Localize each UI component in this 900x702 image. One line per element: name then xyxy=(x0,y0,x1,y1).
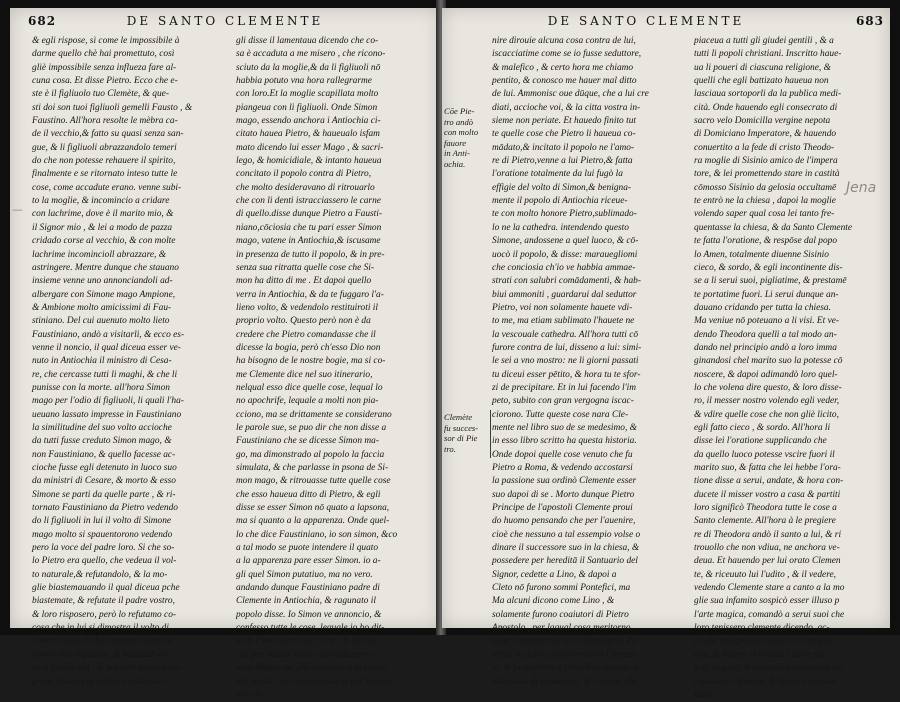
text-line: astringere. Mentre dunque che stauano xyxy=(32,262,179,273)
text-line: mago, vatene in Antiochia,& iscusame xyxy=(236,236,381,247)
text-line: mago, essendo anchora i Antiochia ci- xyxy=(236,116,381,127)
text-line: gue, & li figliuoli abrazzandolo temeri xyxy=(32,142,177,153)
text-line: del mondo, per laqual cosa se per l'auue- xyxy=(236,676,392,687)
text-line: mon ha ditto di me . Et dapoi quello xyxy=(236,276,372,287)
text-line: cioche egli posisia andar a la moglie xyxy=(694,636,834,647)
text-line: proprio volto. Questo però non è da xyxy=(236,316,371,327)
text-line: cciono, ma se drittamente se considerano xyxy=(236,409,392,420)
text-line: lo che volena dire questo, & loro disse- xyxy=(694,382,842,393)
text-line: dicesse la bogia, però ch'esso Dio non xyxy=(236,342,381,353)
margin-note-line: sor di Pie xyxy=(444,433,478,443)
text-line: cieco, & sordo, & egli incontinente dis- xyxy=(694,262,843,273)
text-line: pero la voce del padre loro. Si che so- xyxy=(32,543,175,554)
text-line: te, & riceuuto lui l'udito , & il vedere, xyxy=(694,569,836,580)
text-line: verra in Antiochia, & da te fuggaro l'a- xyxy=(236,289,384,300)
text-line: noscere, & dapoi adimandò loro quel- xyxy=(694,369,838,380)
text-line: peto, subito con gran vergogna iscac- xyxy=(492,396,634,407)
text-line: lo Pietro era quello, che vedeua il vol- xyxy=(32,556,177,567)
text-line: quentasse la chiesa, & da Santo Clemente xyxy=(694,222,853,233)
text-line: tione disse a serui, andate, & hora con- xyxy=(694,476,844,487)
text-line: gli disse il lamentaua dicendo che co- xyxy=(236,36,379,46)
text-line: mente nel libro suo de se medesimo, & xyxy=(492,422,637,433)
text-line: to la faccia sua , & per arte magica im- xyxy=(32,663,181,674)
text-line: ginandosi chel marito suo la potesse cō xyxy=(694,356,843,367)
text-line: lieno volto, & vedendolo restituiroti il xyxy=(236,302,378,313)
text-line: nire dirouie alcuna cosa contra de lui, xyxy=(492,36,636,46)
text-line: Santo clemente. All'hora à le pregiere xyxy=(694,516,836,527)
text-line: tu diceui esser pētito, & hora tu te sfor- xyxy=(492,369,641,380)
text-line: Faustiniano, andò a visitarli, & ecco es- xyxy=(32,329,185,340)
text-line: citato hauea Pietro, & haueualo isfam xyxy=(236,129,380,140)
margin-note-line: tro. xyxy=(444,443,456,454)
text-line: iscacciatime come se io fusse seduttore, xyxy=(492,49,642,60)
right-page xyxy=(442,8,890,700)
text-line: te quelle cose che Pietro li haueua co- xyxy=(492,129,636,140)
text-line: punisse con la morte. all'hora Simon xyxy=(32,382,170,393)
text-line: ciorono. Tutte queste cose nara Cle- xyxy=(492,409,629,420)
text-line: tefici, & dapoi questi elessero Clemen- xyxy=(492,649,638,660)
text-line: pressi haueua in quello il volto suo. xyxy=(32,676,166,687)
text-line: da ministri di Cesare, & morto & esso xyxy=(32,476,176,487)
right-page-column-1 xyxy=(492,35,688,689)
text-line: lo che dice Faustiniano, io son simon, &co xyxy=(236,529,398,540)
text-line: to di Pietro non esser vere , & dicoui xyxy=(236,636,375,647)
text-line: nasse, xyxy=(694,689,718,700)
text-line: go, ma dimonstrado al popolo la faccia xyxy=(236,449,385,460)
text-line: sieme non periate. Et hauedo finito tut xyxy=(492,116,636,127)
text-line: concitato il popolo contra di Pietro, xyxy=(236,169,372,180)
text-line: ra moglie di Sisinio amico de l'impera xyxy=(694,156,838,167)
text-line: to naturale,& refutandolo, & la mo- xyxy=(32,569,168,580)
text-line: nelqual esso dice quelle cose, lequal lo xyxy=(236,382,383,393)
text-line: lo ne la cathedra. intendendo questo xyxy=(492,222,629,233)
text-line: de il vecchio,& fatto su quasi senza san- xyxy=(32,129,184,140)
text-line: venne il noncio, il qual diceua esser ve- xyxy=(32,342,181,353)
text-line: in presenza de tutto il popolo, & in pre- xyxy=(236,249,385,260)
margin-note-line: ochia. xyxy=(444,158,466,169)
text-line: dando nel principio andò a loro imma xyxy=(694,342,837,353)
margin-note-line: fauore xyxy=(444,137,467,148)
text-line: Cleto nō furono sommi Pontefici, ma xyxy=(492,583,631,594)
text-line: do huomo pensando che per l'auenire, xyxy=(492,516,636,527)
text-line: ducete il misser vostro a casa & partiti xyxy=(694,489,841,500)
text-line: niano,cōciosia che tu pari esser Simon xyxy=(236,222,382,233)
text-line: cioè che nessuno a tal essempio volse o xyxy=(492,529,641,540)
text-line: l'oratione totalmente da lui fugò la xyxy=(492,169,623,180)
text-line: tornato Faustiniano da Pietro vedendo xyxy=(32,503,178,514)
text-line: la passione sua ordinò Clemente esser xyxy=(492,476,637,487)
text-line: re di Pietro,venne a lui Pietro,& fatta xyxy=(492,156,633,167)
text-line: & malefico , & certo hora me chiamo xyxy=(492,62,634,73)
text-line: tutti li popoli christiani. Inscritto haue- xyxy=(694,49,842,60)
pencil-mark-left: — xyxy=(12,203,23,216)
text-line: che per nessun modo egli seduttore o- xyxy=(236,649,379,660)
text-line: Ma alcuni dicono come Lino , & xyxy=(492,596,615,607)
text-line: Clemente in Antiochia, & ragunato il xyxy=(236,596,376,607)
text-line: darme quello chè hai promettuto, così xyxy=(32,49,175,60)
text-line: da quello luoco potesse vscire fuori il xyxy=(694,449,835,460)
text-line: de lui. Ammonisc oue dūque, che a lui cre xyxy=(492,89,649,100)
margin-note-line: Clemète xyxy=(444,412,473,422)
text-line: ligassino Clemente & ligato il strassi- xyxy=(694,676,837,687)
text-line: che molto desideravano di ritrouarlo xyxy=(236,182,375,193)
margin-note-line: in Anti- xyxy=(444,148,470,158)
text-line: dauano cridando per tutta la chiesa. xyxy=(694,302,831,313)
text-line: mago molto si spauentorono vedendo xyxy=(32,529,173,540)
text-line: in esso libro scritto ha questa historia. xyxy=(492,436,637,447)
text-line: stiniano. Del cui auenuto molto lieto xyxy=(32,316,170,327)
left-running-head: DE SANTO CLEMENTE xyxy=(126,14,324,28)
text-line: a la apparenza pare esser Simon. io a- xyxy=(236,556,381,567)
text-line: Simon mago, il che composto haueua xyxy=(32,636,173,647)
right-page-number: 683 xyxy=(855,14,884,28)
text-line: ma si quanto a la apparenza. Onde quel- xyxy=(236,516,390,527)
text-line: Pietro a Roma, & vedendo accostarsi xyxy=(492,463,633,473)
text-line: le parole sue, se puo dir che non disse a xyxy=(236,422,387,433)
text-line: Apostolo , per laqual cosa meritorno xyxy=(492,623,631,634)
text-line: egli fatto cieco , & sordo. All'hora li xyxy=(694,422,831,433)
text-line: cioche fusse egli detenuto in luoco suo xyxy=(32,463,177,473)
text-line: il Signor mio , & lei a modo de pazza xyxy=(32,222,173,233)
text-line: da tutti fusse creduto Simon mago, & xyxy=(32,436,172,447)
text-line: cose, come accadute erano. venne subi- xyxy=(32,182,182,193)
text-line: sa è accaduta a me misero , che ricono- xyxy=(236,49,386,60)
text-line: di quello.disse dunque Pietro a Fausti- xyxy=(236,209,382,220)
text-line: gli quel Simon putatiuo, ma no vero. xyxy=(236,569,373,580)
text-line: uero Mago, ma gliè mandato a la salute xyxy=(236,663,387,674)
text-line: lego, & homicidiale, & intanto haueua xyxy=(236,156,382,167)
text-line: nuto in Antiochia il ministro di Cesa- xyxy=(32,356,172,367)
text-line: tore, & lei promettendo stare in castità xyxy=(694,169,840,180)
text-line: deua. Et hauendo per lui orato Clemen xyxy=(694,556,841,567)
text-line: con lachrime, dove è il marito mio, & xyxy=(32,209,174,220)
right-page-header xyxy=(442,14,890,30)
text-line: no apochrife, lequale a molti non pia- xyxy=(236,396,379,407)
text-line: albergare con Simone mago Ampione, xyxy=(32,289,176,300)
text-line: andando dunque Faustiniano padre di xyxy=(236,583,380,594)
text-line: possedere per hereditā il Santuario del xyxy=(492,556,638,567)
text-line: gliè impossibile senza influeza fare al- xyxy=(32,62,177,73)
text-line: Signor, cedette a Lino, & dapoi a xyxy=(492,569,617,580)
margin-note-clemente-successor xyxy=(444,412,488,454)
margin-note-line: Cōe Pie- xyxy=(444,106,475,116)
text-line: le sei a vno mostro: ne li giorni passati xyxy=(492,356,639,367)
text-line: glie biastemauando il qual diceua pche xyxy=(32,583,180,594)
text-line: te con molto honore Pietro,sublimado- xyxy=(492,209,637,220)
text-line: l'arte magica, comandò a serui suoi che xyxy=(694,609,845,620)
text-line: loro significò Theodora tutte le cose a xyxy=(694,503,837,514)
text-line: senza sua ritratta quelle cose che Si- xyxy=(236,262,374,273)
text-line: suo dapoi di se . Morto dunque Pietro xyxy=(492,489,635,500)
text-line: Simone se parti da quelle parte , & ri- xyxy=(32,489,176,500)
text-line: sti doi son tuoi figliuoli gemelli Fausto , & xyxy=(32,102,193,113)
text-line: & Ambione molto amicissimi di Fau- xyxy=(32,302,172,313)
text-line: ua li poueri di ciascuna religione, & xyxy=(694,62,831,73)
text-line: Principe de l'apostoli Clemente proui xyxy=(492,503,633,514)
text-line: a tal modo se puote intendere il quato xyxy=(236,543,379,554)
text-line: cridado corse al vecchio, & con molte xyxy=(32,236,176,247)
text-line: lasciaua sortoporli da la publica medi- xyxy=(694,89,842,100)
text-line: cosa che in lui si dimostra il volto di xyxy=(32,623,169,634)
text-line: do che non potesse rehauere il spirito, xyxy=(32,156,176,167)
pencil-mark-right: Jena xyxy=(846,180,877,196)
text-line: Ma veniue nō poteuano a li visi. Et ve- xyxy=(694,316,840,327)
text-line: volendo saper qual cosa lei tanto fre- xyxy=(694,209,835,220)
text-line: arte magica, & comādò a serui suoi che xyxy=(694,663,845,674)
text-line: ha bisogno de le nostre bogie, ma si co- xyxy=(236,356,386,367)
left-page-number: 682 xyxy=(28,14,57,28)
text-line: biui ammoniti , guardarui dal seduttor xyxy=(492,289,637,300)
text-line: & vdire quelle cose che non gliè licito, xyxy=(694,409,839,420)
text-line: te, & fu costretto a presidere. intanto si xyxy=(492,663,640,674)
text-line: effigie del volto di Simon,& benigna- xyxy=(492,182,632,193)
left-page-header xyxy=(10,14,440,30)
text-line: con loro.Et la moglie scapillata molto xyxy=(236,89,379,100)
text-line: che conciosia ch'io ve habbia ammae- xyxy=(492,262,636,273)
text-line: esser connumerati nel cathalogo di Pō xyxy=(492,636,638,647)
text-line: se a li serui suoi, pigliatime, & prestamē xyxy=(694,276,847,287)
text-line: mia, & mentre il vedeua l'udire per xyxy=(694,649,826,660)
text-line: che con li denti istracciassero le carne xyxy=(236,196,381,207)
text-line: to la moglie, & incomincio a cridare xyxy=(32,196,170,207)
text-line: te portatime fuori. Li serui dunque an- xyxy=(694,289,839,300)
text-line: re di Theodora andò il santo a lui, & ri xyxy=(694,529,842,540)
text-line: diati, accioche voi, & la citta vostra in- xyxy=(492,102,641,113)
text-line: la vescouale cathedra. All'hora tutti cō xyxy=(492,329,639,340)
text-line: finalmente e se ritornato inteso tutte le xyxy=(32,169,178,180)
text-line: & egli rispose, sì come le impossibile à xyxy=(32,36,180,46)
text-line: insieme venne uno annonciandoli ad- xyxy=(32,276,173,287)
margin-note-antiochia xyxy=(444,106,488,169)
text-line: popolo disse. Io Simon ve annoncio, & xyxy=(236,609,382,620)
text-line: glie sua infamito sospicò esser illuso p xyxy=(694,596,840,607)
text-line: Simon vno onguento, & haueuali on- xyxy=(32,649,171,660)
text-line: Faustino. All'hora resolte le mèbra ca- xyxy=(32,116,178,127)
text-line: habbia potuto vna hora rallegrarme xyxy=(236,76,372,87)
text-line: solamente furono coaiutori di Pietro xyxy=(492,609,629,620)
text-line: disse lei l'oratione supplicando che xyxy=(694,436,827,447)
text-line: disse se esser Simon nō quato a lapsona, xyxy=(236,503,390,514)
text-line: zi de precipitare. Et in lui facendo l'im xyxy=(492,382,636,393)
text-line: ro, il messer nostro volendo egli veder, xyxy=(694,396,840,407)
text-line: credere che Pietro comandasse che il xyxy=(236,329,376,340)
margin-bracket xyxy=(490,410,491,458)
text-line: re, che cercasse tutti li maghi, & che li xyxy=(32,369,178,380)
text-line: & loro risposero, però lo refutamo co- xyxy=(32,609,177,620)
text-line: dendo Theodora quelli a tal modo an- xyxy=(694,329,837,340)
text-line: strati con salubri comādamenti, & hab- xyxy=(492,276,641,287)
text-line: sacro velo Domicilla vergine nepota xyxy=(694,116,831,127)
text-line: pentito, & conosco me hauer mal ditto xyxy=(492,76,637,87)
text-line: ste è il figliuolo tuo Clemète, & que- xyxy=(32,89,169,100)
left-page-column-2 xyxy=(236,35,436,702)
text-line: nire di- xyxy=(236,689,264,700)
text-line: uocò il popolo, & disse: marauegliomi xyxy=(492,249,638,260)
text-line: mago per l'odio di figliuoli, li quali l'ha- xyxy=(32,396,184,407)
text-line: mon mago, & ritrouasse tutte quelle cose xyxy=(236,476,391,487)
margin-note-line: tro andò xyxy=(444,116,474,127)
left-page-column-1 xyxy=(32,35,228,689)
text-line: sciuto da la moglie,& da li figliuoli nō xyxy=(236,62,381,73)
text-line: piaceua a tutti gli giudei gentili , & a xyxy=(694,36,834,46)
text-line: mente il popolo di Antiochia riceue- xyxy=(492,196,628,207)
text-line: cità. Onde hauendo egli consecrato di xyxy=(694,102,838,113)
text-line: me Clemente dice nel suo itinerario, xyxy=(236,369,373,380)
text-line: confesso tutte le cose, lequale io ho dit- xyxy=(236,623,385,634)
text-line: simulata, & che parlasse in psona de Si- xyxy=(236,463,389,473)
text-line: lachrime incomincioll abrazzare, & xyxy=(32,249,167,260)
margin-note-line: fu succes- xyxy=(444,422,479,433)
text-line: cōmosso Sisinio da gelosia occultamē xyxy=(694,182,837,193)
text-line: Simone, andossene a quel luoco, & cō- xyxy=(492,236,639,247)
text-line: dinare il successore suo in la chiesa, & xyxy=(492,543,640,554)
text-line: do li figliuoli in lui il volto di Simone xyxy=(32,516,172,527)
text-line: trouollo che non vdiua, ne anchora ve- xyxy=(694,543,840,554)
text-line: biastemate, & refutate il padre vostro, xyxy=(32,596,175,607)
text-line: marito suo, & fatta che lei hebbe l'ora- xyxy=(694,463,841,473)
text-line: Faustiniano che se dicesse Simon ma- xyxy=(236,436,379,447)
text-line: quelli che egli battizato haueua non xyxy=(694,76,829,87)
right-page-column-2 xyxy=(694,35,888,702)
text-line: te fatta l'oratione, & respōse dal popo xyxy=(694,236,838,247)
text-line: mādato,& incitato il popolo ne l'amo- xyxy=(492,142,635,153)
text-line: te entrò ne la chiesa , dapoi la moglie xyxy=(694,196,836,207)
right-running-head: DE SANTO CLEMENTE xyxy=(547,14,745,28)
text-line: ueuano lassato impresse in Faustiniano xyxy=(32,409,182,420)
text-line: loro tenissero clemente dicendo, ac- xyxy=(694,623,830,634)
text-line: cuna cosa. Et disse Pietro. Ecco che e- xyxy=(32,76,178,87)
text-line: to me, ma etiam sublimato l'hauete ne xyxy=(492,316,635,327)
text-line: la similitudine del suo volto accioche xyxy=(32,422,172,433)
text-line: Onde dopoi quelle cose venuto che fu xyxy=(492,449,633,460)
left-page xyxy=(10,8,440,700)
text-line: piangeua con li figliuoli. Onde Simon xyxy=(236,102,378,113)
text-line: di Domiciano Imperatore, & hauendo xyxy=(694,129,837,140)
text-line: lo Amen, totalmente diuenne Sisinio xyxy=(694,249,829,260)
text-line: vedendo Clemente stare a canto a la mo xyxy=(694,583,845,594)
margin-note-line: con molto xyxy=(444,127,479,137)
text-line: mato dicendo lui esser Mago , & sacri- xyxy=(236,142,384,153)
text-line: non Faustiniano, & quello facesse ac- xyxy=(32,449,176,460)
text-line: furore contra de lui, disseno a lui: simi- xyxy=(492,342,642,353)
text-line: adornaua di ornamenti, & costumi che xyxy=(492,676,638,687)
text-line: conuertito a la fede di cristo Theodo- xyxy=(694,142,835,153)
text-line: che esso haueua ditto di Pietro, & egli xyxy=(236,489,381,500)
text-line: Pietro, voi non solamente hauete vdi- xyxy=(492,302,633,313)
